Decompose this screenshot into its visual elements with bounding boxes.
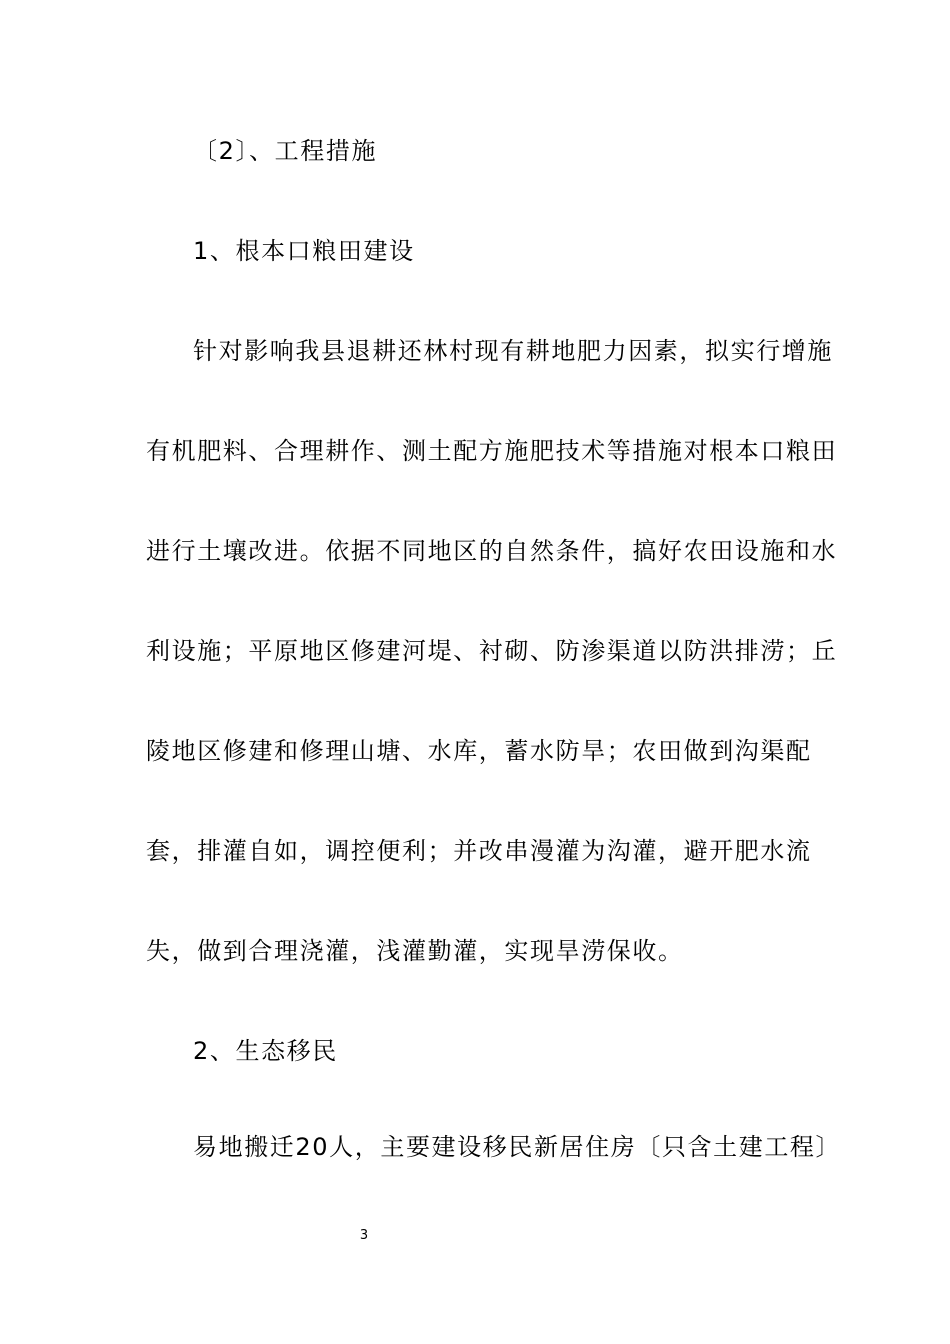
item-heading-1: 1、根本口粮田建设 xyxy=(193,237,415,265)
item-heading-2: 2、生态移民 xyxy=(193,1037,338,1065)
paragraph-line: 进行土壤改进。依据不同地区的自然条件，搞好农田设施和水 xyxy=(146,537,838,565)
paragraph-line: 利设施；平原地区修建河堤、衬砌、防渗渠道以防洪排涝；丘 xyxy=(146,637,838,665)
section-heading: 〔2〕、工程措施 xyxy=(193,137,378,165)
paragraph-line: 易地搬迁20人，主要建设移民新居住房〔只含土建工程〕 xyxy=(193,1133,842,1161)
paragraph-line: 陵地区修建和修理山塘、水库，蓄水防旱；农田做到沟渠配 xyxy=(146,737,812,765)
paragraph-line: 有机肥料、合理耕作、测土配方施肥技术等措施对根本口粮田 xyxy=(146,437,838,465)
paragraph-line: 针对影响我县退耕还林村现有耕地肥力因素，拟实行增施 xyxy=(193,337,833,365)
paragraph-line: 套，排灌自如，调控便利；并改串漫灌为沟灌，避开肥水流 xyxy=(146,837,812,865)
page-number: 3 xyxy=(359,1228,369,1243)
paragraph-line: 失，做到合理浇灌，浅灌勤灌，实现旱涝保收。 xyxy=(146,937,684,965)
